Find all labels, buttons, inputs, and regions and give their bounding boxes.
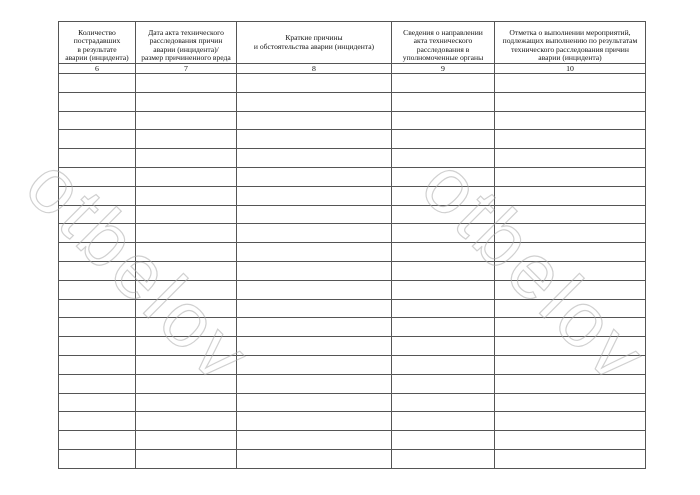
table-cell[interactable] — [237, 186, 392, 205]
table-cell[interactable] — [59, 412, 136, 431]
table-cell[interactable] — [495, 299, 646, 318]
table-cell[interactable] — [59, 111, 136, 130]
column-number-row — [59, 64, 646, 74]
table-cell[interactable] — [136, 431, 237, 450]
table-cell[interactable] — [495, 449, 646, 468]
table-cell[interactable] — [237, 224, 392, 243]
table-cell[interactable] — [136, 111, 237, 130]
table-row — [59, 299, 646, 318]
table-cell[interactable] — [136, 412, 237, 431]
table-cell[interactable] — [392, 374, 495, 393]
table-cell[interactable] — [495, 318, 646, 337]
table-cell[interactable] — [59, 280, 136, 299]
table-cell[interactable] — [495, 74, 646, 93]
table-cell[interactable] — [392, 412, 495, 431]
table-cell[interactable] — [392, 92, 495, 111]
table-cell[interactable] — [392, 186, 495, 205]
table-cell[interactable] — [495, 393, 646, 412]
table-cell[interactable] — [392, 280, 495, 299]
table-cell[interactable] — [59, 205, 136, 224]
table-cell[interactable] — [136, 393, 237, 412]
table-row — [59, 393, 646, 412]
header-victims-count: Количество пострадавших в результате аварии (инцидента) — [59, 22, 136, 64]
table-row — [59, 261, 646, 280]
table-cell[interactable] — [392, 355, 495, 374]
table-row — [59, 74, 646, 93]
table-cell[interactable] — [495, 431, 646, 450]
table-row — [59, 130, 646, 149]
table-cell[interactable] — [392, 431, 495, 450]
table-cell[interactable] — [237, 355, 392, 374]
table-row — [59, 355, 646, 374]
table-cell[interactable] — [136, 92, 237, 111]
table-cell[interactable] — [237, 431, 392, 450]
table-cell[interactable] — [136, 280, 237, 299]
table-cell[interactable] — [59, 355, 136, 374]
table-cell[interactable] — [59, 74, 136, 93]
table-row — [59, 337, 646, 356]
table-cell[interactable] — [392, 393, 495, 412]
table-cell[interactable] — [136, 224, 237, 243]
table-cell[interactable] — [495, 224, 646, 243]
table-cell[interactable] — [392, 111, 495, 130]
table-cell[interactable] — [495, 205, 646, 224]
table-cell[interactable] — [237, 374, 392, 393]
header-measures-mark: Отметка о выполнении мероприятий, подлежащих выполнению по результатам технического расследования причин аварии (инцидента) — [495, 22, 646, 64]
table-cell[interactable] — [59, 318, 136, 337]
table-cell[interactable] — [392, 167, 495, 186]
table-cell[interactable] — [136, 318, 237, 337]
header-report-sent: Сведения о направлении акта технического расследования в уполномоченные органы — [392, 22, 495, 64]
table-cell[interactable] — [237, 167, 392, 186]
table-cell[interactable] — [136, 167, 237, 186]
header-investigation-date: Дата акта технического расследования причин аварии (инцидента)/ размер причиненного вреда — [136, 22, 237, 64]
table-cell[interactable] — [237, 92, 392, 111]
table-cell[interactable] — [495, 243, 646, 262]
table-cell[interactable] — [59, 374, 136, 393]
table-cell[interactable] — [392, 261, 495, 280]
table-cell[interactable] — [136, 355, 237, 374]
table-cell[interactable] — [59, 431, 136, 450]
table-cell[interactable] — [136, 337, 237, 356]
table-cell[interactable] — [59, 149, 136, 168]
table-cell[interactable] — [495, 280, 646, 299]
watermark: otbelov — [405, 140, 665, 401]
table-cell[interactable] — [59, 130, 136, 149]
table-cell[interactable] — [59, 224, 136, 243]
table-cell[interactable] — [59, 186, 136, 205]
table-cell[interactable] — [136, 261, 237, 280]
table-cell[interactable] — [237, 318, 392, 337]
table-row — [59, 318, 646, 337]
table-row — [59, 167, 646, 186]
table-row — [59, 280, 646, 299]
table-cell[interactable] — [392, 449, 495, 468]
table-cell[interactable] — [237, 412, 392, 431]
table-cell[interactable] — [136, 243, 237, 262]
table-cell[interactable] — [136, 449, 237, 468]
table-cell[interactable] — [59, 243, 136, 262]
table-cell[interactable] — [495, 412, 646, 431]
column-number: 8 — [237, 64, 392, 74]
column-number: 10 — [495, 64, 646, 74]
table-cell[interactable] — [495, 92, 646, 111]
table-cell[interactable] — [237, 261, 392, 280]
table-cell[interactable] — [59, 449, 136, 468]
table-cell[interactable] — [495, 374, 646, 393]
table-cell[interactable] — [392, 337, 495, 356]
column-number: 9 — [392, 64, 495, 74]
table-cell[interactable] — [237, 149, 392, 168]
table-cell[interactable] — [392, 243, 495, 262]
table-row — [59, 111, 646, 130]
table-cell[interactable] — [495, 261, 646, 280]
table-cell[interactable] — [136, 130, 237, 149]
table-cell[interactable] — [59, 393, 136, 412]
table-cell[interactable] — [136, 149, 237, 168]
table-cell[interactable] — [495, 167, 646, 186]
table-cell[interactable] — [136, 374, 237, 393]
table-row — [59, 205, 646, 224]
table-cell[interactable] — [237, 449, 392, 468]
table-cell[interactable] — [392, 130, 495, 149]
table-cell[interactable] — [392, 299, 495, 318]
table-cell[interactable] — [59, 92, 136, 111]
table-cell[interactable] — [495, 130, 646, 149]
table-row — [59, 449, 646, 468]
header-row — [59, 22, 646, 64]
table-cell[interactable] — [392, 74, 495, 93]
table-cell[interactable] — [237, 205, 392, 224]
table-cell[interactable] — [495, 186, 646, 205]
table-cell[interactable] — [237, 393, 392, 412]
column-number: 7 — [136, 64, 237, 74]
table-cell[interactable] — [237, 280, 392, 299]
table-cell[interactable] — [136, 205, 237, 224]
table-cell[interactable] — [237, 111, 392, 130]
table-cell[interactable] — [237, 74, 392, 93]
table-cell[interactable] — [495, 337, 646, 356]
table-row — [59, 149, 646, 168]
table-cell[interactable] — [59, 299, 136, 318]
table-cell[interactable] — [136, 299, 237, 318]
table-row — [59, 92, 646, 111]
table-cell[interactable] — [392, 318, 495, 337]
header-causes: Краткие причины и обстоятельства аварии (инцидента) — [237, 22, 392, 64]
table-cell[interactable] — [237, 130, 392, 149]
table-row — [59, 431, 646, 450]
table-row — [59, 412, 646, 431]
table-row — [59, 224, 646, 243]
table-cell[interactable] — [59, 261, 136, 280]
table-cell[interactable] — [392, 149, 495, 168]
column-number: 6 — [59, 64, 136, 74]
table-cell[interactable] — [495, 149, 646, 168]
table-row — [59, 374, 646, 393]
table-cell[interactable] — [237, 299, 392, 318]
table-cell[interactable] — [392, 224, 495, 243]
accident-register-table — [58, 21, 646, 469]
table-cell[interactable] — [136, 186, 237, 205]
table-cell[interactable] — [495, 111, 646, 130]
table-row — [59, 186, 646, 205]
table-cell[interactable] — [237, 243, 392, 262]
table-cell[interactable] — [392, 205, 495, 224]
table-cell[interactable] — [59, 337, 136, 356]
table-cell[interactable] — [237, 337, 392, 356]
table-cell[interactable] — [495, 355, 646, 374]
watermark: otbelov — [9, 140, 269, 401]
table-cell[interactable] — [59, 167, 136, 186]
table-row — [59, 243, 646, 262]
table-cell[interactable] — [136, 74, 237, 93]
